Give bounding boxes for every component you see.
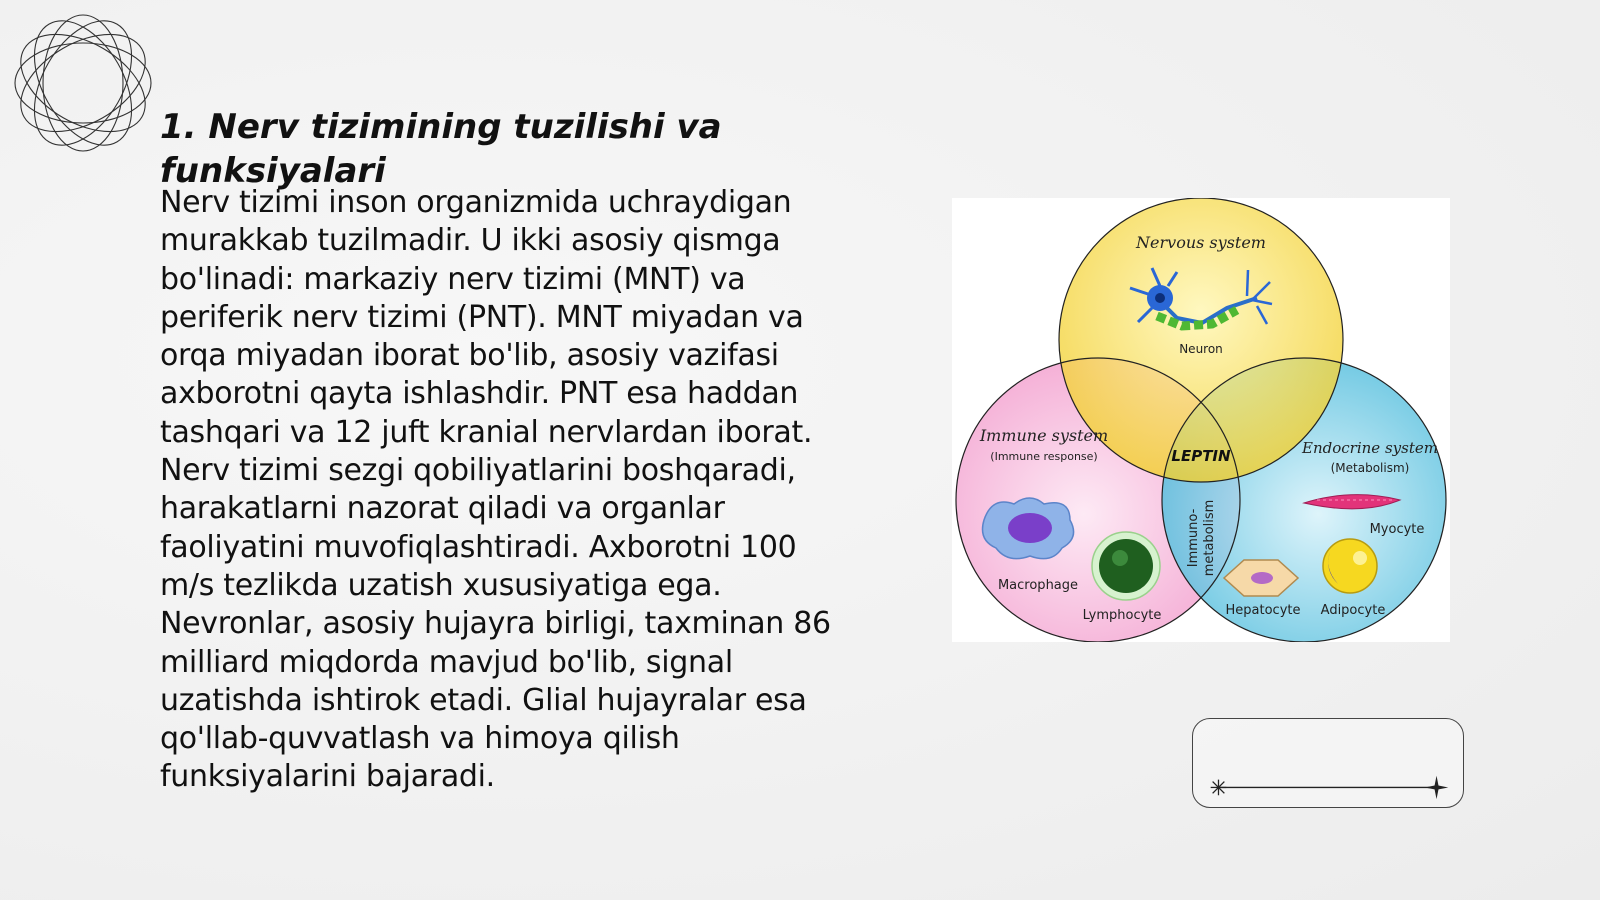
macrophage-label: Macrophage <box>997 578 1079 593</box>
lymphocyte-icon <box>1092 532 1160 600</box>
spirograph-rings-icon <box>8 8 158 158</box>
four-point-star-icon <box>1425 776 1448 799</box>
slider-decoration <box>1192 718 1464 808</box>
immune-response-label: (Immune response) <box>990 450 1098 463</box>
adipocyte-label: Adipocyte <box>1320 603 1386 618</box>
neuron-label: Neuron <box>1179 342 1223 356</box>
slide-body-text: Nerv tizimi inson organizmida uchraydigan murakkab tuzilmadir. U ikki asosiy qismga bo'linadi: markaziy nerv tizimi (MNT) va periferik nerv tizimi (PNT). MNT miyadan va orqa miyadan iborat bo'lib, asosiy vazifasi axborotni qayta ishlashdir. PNT esa haddan tashqari va 12 juft kranial nervlardan iborat. Nerv tizimi sezgi qobiliyatlarini boshqaradi, harakatlarni nazorat qiladi va organlar faoliyatini muvofiqlashtiradi. Axborotni 100 m/s tezlikda uzatish xususiyatiga ega. Nevronlar, asosiy hujayra birligi, taxminan 86 milliard miqdorda mavjud bo'lib, signal uzatishda ishtirok etadi. Glial hujayralar esa qo'llab-quvvatlash va himoya qilish funksiyalarini bajaradi. <box>160 185 831 795</box>
nervous-system-label: Nervous system <box>1136 233 1266 252</box>
lymphocyte-label: Lymphocyte <box>1082 608 1162 623</box>
myocyte-label: Myocyte <box>1369 522 1425 537</box>
leptin-label: LEPTIN <box>1171 447 1231 465</box>
hepatocyte-label: Hepatocyte <box>1225 603 1301 618</box>
metabolism-label: (Metabolism) <box>1330 461 1410 475</box>
endocrine-system-label: Endocrine system <box>1302 439 1438 457</box>
immune-system-label: Immune system <box>979 426 1109 445</box>
slide-title: 1. Nerv tizimining tuzilishi va funksiyalari <box>160 107 722 191</box>
immuno-label-line2: metabolism <box>1202 499 1217 577</box>
sparkle-icon <box>1211 780 1227 796</box>
adipocyte-icon <box>1323 539 1377 593</box>
immuno-label-line1: Immuno- <box>1186 508 1201 568</box>
venn-diagram <box>952 198 1450 642</box>
